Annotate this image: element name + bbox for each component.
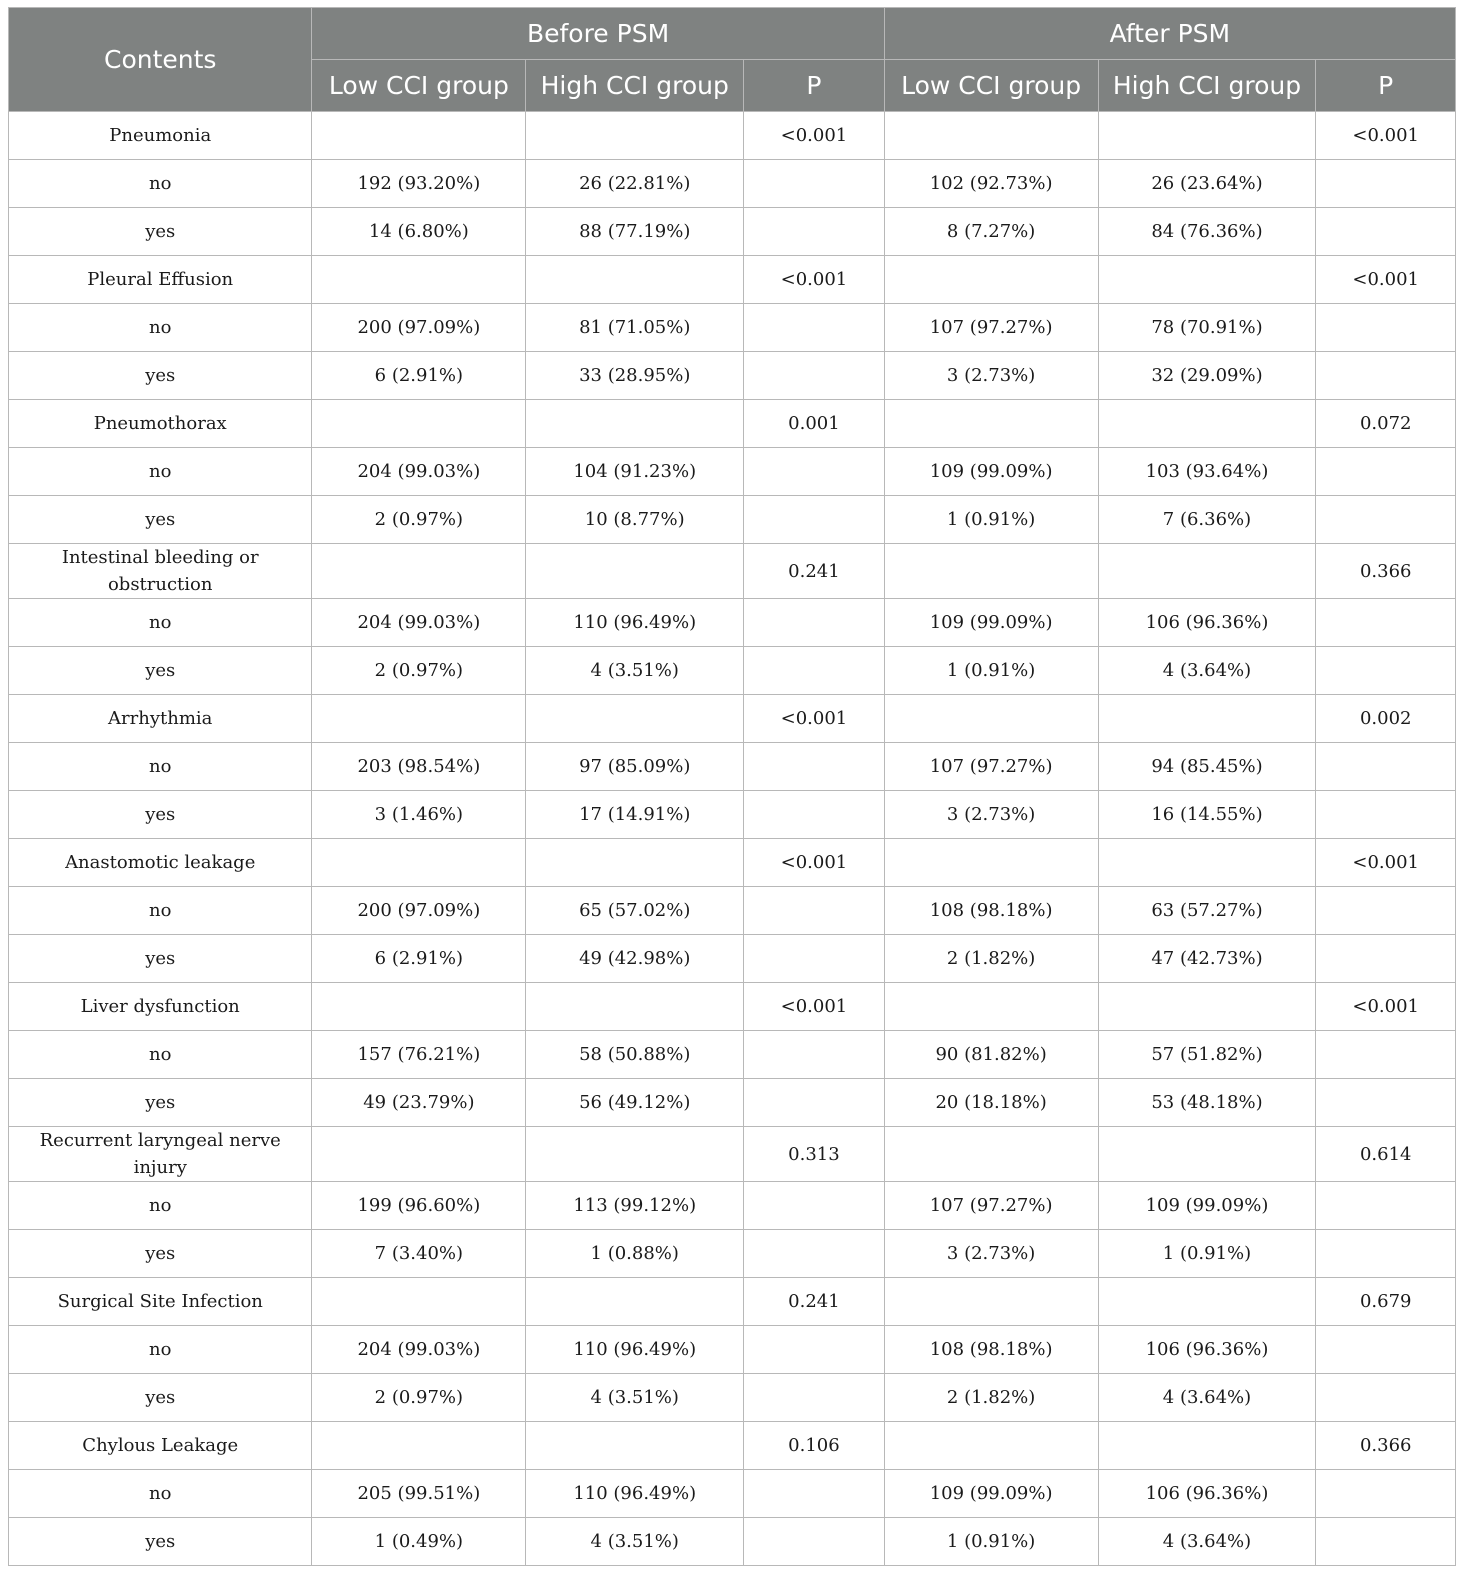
after-p-cell: 0.002 (1316, 695, 1456, 743)
row-label: yes (9, 496, 312, 544)
before-p-cell (744, 647, 885, 695)
before-low-cci-cell (312, 695, 526, 743)
before-low-cci-cell (312, 112, 526, 160)
after-low-cci-cell (884, 400, 1098, 448)
before-low-cci-cell (312, 983, 526, 1031)
after-p-cell (1316, 791, 1456, 839)
table-row (9, 208, 1456, 256)
row-label: Recurrent laryngeal nerve injury (9, 1127, 312, 1182)
row-label: yes (9, 647, 312, 695)
row-label: Surgical Site Infection (9, 1278, 312, 1326)
table-row (9, 496, 1456, 544)
table-row (9, 1031, 1456, 1079)
after-p-cell (1316, 1079, 1456, 1127)
before-high-cci-cell (526, 256, 744, 304)
row-label: Pneumothorax (9, 400, 312, 448)
before-low-cci-cell: 204 (99.03%) (312, 1326, 526, 1374)
before-low-cci-cell (312, 544, 526, 599)
table-body (9, 112, 1456, 1566)
after-p-cell (1316, 1031, 1456, 1079)
after-low-cci-cell (884, 544, 1098, 599)
after-high-cci-cell (1098, 400, 1316, 448)
before-high-cci-cell: 58 (50.88%) (526, 1031, 744, 1079)
after-low-cci-cell: 107 (97.27%) (884, 1182, 1098, 1230)
before-high-cci-cell (526, 983, 744, 1031)
after-high-cci-cell (1098, 839, 1316, 887)
after-low-cci-cell: 3 (2.73%) (884, 791, 1098, 839)
after-low-cci-cell: 109 (99.09%) (884, 448, 1098, 496)
after-high-cci-cell: 57 (51.82%) (1098, 1031, 1316, 1079)
header-after-p: P (1316, 60, 1456, 112)
table-row (9, 1374, 1456, 1422)
row-label: no (9, 160, 312, 208)
after-low-cci-cell (884, 1278, 1098, 1326)
after-p-cell (1316, 1374, 1456, 1422)
after-low-cci-cell (884, 695, 1098, 743)
table-row (9, 599, 1456, 647)
after-high-cci-cell: 32 (29.09%) (1098, 352, 1316, 400)
before-low-cci-cell (312, 1422, 526, 1470)
before-high-cci-cell: 65 (57.02%) (526, 887, 744, 935)
table-row (9, 1127, 1456, 1182)
after-high-cci-cell (1098, 1278, 1316, 1326)
before-low-cci-cell (312, 1127, 526, 1182)
after-low-cci-cell (884, 1127, 1098, 1182)
after-p-cell: 0.679 (1316, 1278, 1456, 1326)
after-high-cci-cell: 63 (57.27%) (1098, 887, 1316, 935)
row-label: Intestinal bleeding or obstruction (9, 544, 312, 599)
before-high-cci-cell: 10 (8.77%) (526, 496, 744, 544)
table-row (9, 1470, 1456, 1518)
before-high-cci-cell: 97 (85.09%) (526, 743, 744, 791)
after-high-cci-cell: 109 (99.09%) (1098, 1182, 1316, 1230)
after-high-cci-cell: 103 (93.64%) (1098, 448, 1316, 496)
after-high-cci-cell: 1 (0.91%) (1098, 1230, 1316, 1278)
header-before-high-cci: High CCI group (526, 60, 744, 112)
before-p-cell (744, 352, 885, 400)
row-label: no (9, 743, 312, 791)
header-after-psm: After PSM (884, 8, 1455, 60)
after-high-cci-cell (1098, 983, 1316, 1031)
after-low-cci-cell (884, 983, 1098, 1031)
before-low-cci-cell (312, 256, 526, 304)
before-high-cci-cell (526, 1278, 744, 1326)
after-high-cci-cell: 16 (14.55%) (1098, 791, 1316, 839)
before-high-cci-cell: 110 (96.49%) (526, 1470, 744, 1518)
before-high-cci-cell (526, 1422, 744, 1470)
after-high-cci-cell: 4 (3.64%) (1098, 647, 1316, 695)
after-low-cci-cell: 3 (2.73%) (884, 352, 1098, 400)
after-p-cell (1316, 160, 1456, 208)
table-row (9, 935, 1456, 983)
after-p-cell: <0.001 (1316, 256, 1456, 304)
before-high-cci-cell: 1 (0.88%) (526, 1230, 744, 1278)
row-label: Pneumonia (9, 112, 312, 160)
row-label: yes (9, 935, 312, 983)
after-high-cci-cell: 7 (6.36%) (1098, 496, 1316, 544)
header-after-low-cci: Low CCI group (884, 60, 1098, 112)
after-p-cell (1316, 208, 1456, 256)
before-high-cci-cell: 110 (96.49%) (526, 1326, 744, 1374)
after-p-cell (1316, 352, 1456, 400)
after-p-cell: 0.366 (1316, 544, 1456, 599)
table-row (9, 1422, 1456, 1470)
after-high-cci-cell (1098, 544, 1316, 599)
before-p-cell (744, 599, 885, 647)
after-p-cell (1316, 448, 1456, 496)
after-p-cell (1316, 1470, 1456, 1518)
before-low-cci-cell: 1 (0.49%) (312, 1518, 526, 1566)
after-low-cci-cell: 3 (2.73%) (884, 1230, 1098, 1278)
before-p-cell (744, 1079, 885, 1127)
row-label: yes (9, 1518, 312, 1566)
after-high-cci-cell: 4 (3.64%) (1098, 1518, 1316, 1566)
table-row (9, 1230, 1456, 1278)
before-p-cell: 0.313 (744, 1127, 885, 1182)
before-high-cci-cell (526, 400, 744, 448)
after-low-cci-cell: 102 (92.73%) (884, 160, 1098, 208)
after-low-cci-cell (884, 839, 1098, 887)
row-label: Liver dysfunction (9, 983, 312, 1031)
before-low-cci-cell: 2 (0.97%) (312, 496, 526, 544)
after-p-cell (1316, 935, 1456, 983)
before-low-cci-cell: 200 (97.09%) (312, 304, 526, 352)
row-label: Anastomotic leakage (9, 839, 312, 887)
after-p-cell (1316, 1518, 1456, 1566)
after-p-cell (1316, 1326, 1456, 1374)
row-label: yes (9, 1374, 312, 1422)
header-before-psm: Before PSM (312, 8, 884, 60)
before-p-cell (744, 935, 885, 983)
table-row (9, 400, 1456, 448)
table-row (9, 887, 1456, 935)
before-low-cci-cell: 6 (2.91%) (312, 352, 526, 400)
complications-table (8, 7, 1456, 1566)
table-row (9, 1326, 1456, 1374)
before-p-cell: 0.241 (744, 544, 885, 599)
after-high-cci-cell: 78 (70.91%) (1098, 304, 1316, 352)
header-before-p: P (744, 60, 885, 112)
after-high-cci-cell (1098, 1127, 1316, 1182)
before-low-cci-cell: 6 (2.91%) (312, 935, 526, 983)
before-p-cell (744, 304, 885, 352)
before-low-cci-cell: 2 (0.97%) (312, 1374, 526, 1422)
after-high-cci-cell: 106 (96.36%) (1098, 599, 1316, 647)
after-high-cci-cell: 94 (85.45%) (1098, 743, 1316, 791)
before-high-cci-cell (526, 544, 744, 599)
after-p-cell (1316, 1182, 1456, 1230)
after-high-cci-cell: 26 (23.64%) (1098, 160, 1316, 208)
after-low-cci-cell (884, 112, 1098, 160)
after-high-cci-cell: 47 (42.73%) (1098, 935, 1316, 983)
table-row (9, 160, 1456, 208)
before-low-cci-cell: 7 (3.40%) (312, 1230, 526, 1278)
after-low-cci-cell: 8 (7.27%) (884, 208, 1098, 256)
after-p-cell: <0.001 (1316, 112, 1456, 160)
before-low-cci-cell: 49 (23.79%) (312, 1079, 526, 1127)
after-p-cell: 0.072 (1316, 400, 1456, 448)
before-p-cell (744, 1230, 885, 1278)
row-label: yes (9, 208, 312, 256)
after-high-cci-cell (1098, 112, 1316, 160)
row-label: yes (9, 791, 312, 839)
table-row (9, 352, 1456, 400)
before-p-cell: <0.001 (744, 983, 885, 1031)
after-p-cell (1316, 304, 1456, 352)
before-p-cell (744, 448, 885, 496)
before-high-cci-cell: 104 (91.23%) (526, 448, 744, 496)
before-p-cell: 0.241 (744, 1278, 885, 1326)
before-low-cci-cell (312, 1278, 526, 1326)
after-high-cci-cell: 106 (96.36%) (1098, 1470, 1316, 1518)
after-low-cci-cell: 109 (99.09%) (884, 599, 1098, 647)
before-p-cell (744, 791, 885, 839)
after-p-cell: 0.366 (1316, 1422, 1456, 1470)
after-p-cell: <0.001 (1316, 839, 1456, 887)
before-p-cell: <0.001 (744, 839, 885, 887)
before-high-cci-cell: 49 (42.98%) (526, 935, 744, 983)
before-high-cci-cell: 4 (3.51%) (526, 647, 744, 695)
row-label: no (9, 1326, 312, 1374)
before-p-cell: <0.001 (744, 112, 885, 160)
table-row (9, 983, 1456, 1031)
after-p-cell (1316, 599, 1456, 647)
after-low-cci-cell: 107 (97.27%) (884, 304, 1098, 352)
after-high-cci-cell (1098, 1422, 1316, 1470)
before-low-cci-cell: 192 (93.20%) (312, 160, 526, 208)
before-p-cell (744, 1326, 885, 1374)
table-row (9, 1079, 1456, 1127)
after-p-cell (1316, 887, 1456, 935)
before-p-cell: <0.001 (744, 695, 885, 743)
header-contents: Contents (9, 8, 312, 112)
before-high-cci-cell: 33 (28.95%) (526, 352, 744, 400)
after-low-cci-cell: 108 (98.18%) (884, 1326, 1098, 1374)
before-low-cci-cell (312, 400, 526, 448)
before-low-cci-cell: 203 (98.54%) (312, 743, 526, 791)
before-low-cci-cell: 157 (76.21%) (312, 1031, 526, 1079)
after-high-cci-cell: 53 (48.18%) (1098, 1079, 1316, 1127)
table-row (9, 1278, 1456, 1326)
after-low-cci-cell: 1 (0.91%) (884, 647, 1098, 695)
after-high-cci-cell: 4 (3.64%) (1098, 1374, 1316, 1422)
before-high-cci-cell (526, 839, 744, 887)
before-low-cci-cell: 205 (99.51%) (312, 1470, 526, 1518)
before-high-cci-cell: 113 (99.12%) (526, 1182, 744, 1230)
after-low-cci-cell: 1 (0.91%) (884, 1518, 1098, 1566)
before-p-cell (744, 1182, 885, 1230)
before-low-cci-cell: 204 (99.03%) (312, 599, 526, 647)
after-high-cci-cell (1098, 695, 1316, 743)
after-high-cci-cell (1098, 256, 1316, 304)
before-p-cell (744, 496, 885, 544)
before-low-cci-cell: 3 (1.46%) (312, 791, 526, 839)
before-high-cci-cell: 17 (14.91%) (526, 791, 744, 839)
table-row (9, 695, 1456, 743)
row-label: Chylous Leakage (9, 1422, 312, 1470)
before-p-cell (744, 887, 885, 935)
before-high-cci-cell: 4 (3.51%) (526, 1518, 744, 1566)
after-p-cell (1316, 496, 1456, 544)
after-low-cci-cell: 107 (97.27%) (884, 743, 1098, 791)
before-p-cell: <0.001 (744, 256, 885, 304)
after-low-cci-cell: 2 (1.82%) (884, 1374, 1098, 1422)
after-low-cci-cell (884, 256, 1098, 304)
table-row (9, 448, 1456, 496)
before-p-cell: 0.106 (744, 1422, 885, 1470)
row-label: Arrhythmia (9, 695, 312, 743)
after-high-cci-cell: 106 (96.36%) (1098, 1326, 1316, 1374)
before-low-cci-cell: 204 (99.03%) (312, 448, 526, 496)
after-low-cci-cell (884, 1422, 1098, 1470)
before-high-cci-cell (526, 695, 744, 743)
after-p-cell (1316, 647, 1456, 695)
after-low-cci-cell: 1 (0.91%) (884, 496, 1098, 544)
after-high-cci-cell: 84 (76.36%) (1098, 208, 1316, 256)
after-low-cci-cell: 109 (99.09%) (884, 1470, 1098, 1518)
row-label: no (9, 1031, 312, 1079)
before-low-cci-cell: 200 (97.09%) (312, 887, 526, 935)
before-p-cell (744, 208, 885, 256)
row-label: no (9, 1470, 312, 1518)
row-label: Pleural Effusion (9, 256, 312, 304)
before-low-cci-cell: 199 (96.60%) (312, 1182, 526, 1230)
row-label: yes (9, 1230, 312, 1278)
before-high-cci-cell: 88 (77.19%) (526, 208, 744, 256)
before-high-cci-cell (526, 1127, 744, 1182)
header-after-high-cci: High CCI group (1098, 60, 1316, 112)
table-row (9, 256, 1456, 304)
after-low-cci-cell: 108 (98.18%) (884, 887, 1098, 935)
before-low-cci-cell: 14 (6.80%) (312, 208, 526, 256)
before-p-cell (744, 1031, 885, 1079)
before-high-cci-cell: 81 (71.05%) (526, 304, 744, 352)
table-row (9, 112, 1456, 160)
table-row (9, 304, 1456, 352)
table-row (9, 839, 1456, 887)
after-low-cci-cell: 20 (18.18%) (884, 1079, 1098, 1127)
table-header (9, 8, 1456, 112)
table-row (9, 544, 1456, 599)
row-label: no (9, 1182, 312, 1230)
before-p-cell (744, 1470, 885, 1518)
before-high-cci-cell: 110 (96.49%) (526, 599, 744, 647)
after-p-cell (1316, 743, 1456, 791)
before-low-cci-cell: 2 (0.97%) (312, 647, 526, 695)
before-high-cci-cell: 4 (3.51%) (526, 1374, 744, 1422)
before-high-cci-cell (526, 112, 744, 160)
after-p-cell: 0.614 (1316, 1127, 1456, 1182)
before-p-cell: 0.001 (744, 400, 885, 448)
before-p-cell (744, 743, 885, 791)
header-before-low-cci: Low CCI group (312, 60, 526, 112)
row-label: no (9, 599, 312, 647)
table-row (9, 1182, 1456, 1230)
row-label: yes (9, 352, 312, 400)
row-label: no (9, 448, 312, 496)
before-high-cci-cell: 56 (49.12%) (526, 1079, 744, 1127)
before-high-cci-cell: 26 (22.81%) (526, 160, 744, 208)
table-row (9, 743, 1456, 791)
after-p-cell (1316, 1230, 1456, 1278)
after-p-cell: <0.001 (1316, 983, 1456, 1031)
row-label: no (9, 304, 312, 352)
after-low-cci-cell: 2 (1.82%) (884, 935, 1098, 983)
row-label: yes (9, 1079, 312, 1127)
table-row (9, 1518, 1456, 1566)
row-label: no (9, 887, 312, 935)
table-row (9, 647, 1456, 695)
before-p-cell (744, 1374, 885, 1422)
after-low-cci-cell: 90 (81.82%) (884, 1031, 1098, 1079)
before-p-cell (744, 160, 885, 208)
before-low-cci-cell (312, 839, 526, 887)
table-row (9, 791, 1456, 839)
before-p-cell (744, 1518, 885, 1566)
